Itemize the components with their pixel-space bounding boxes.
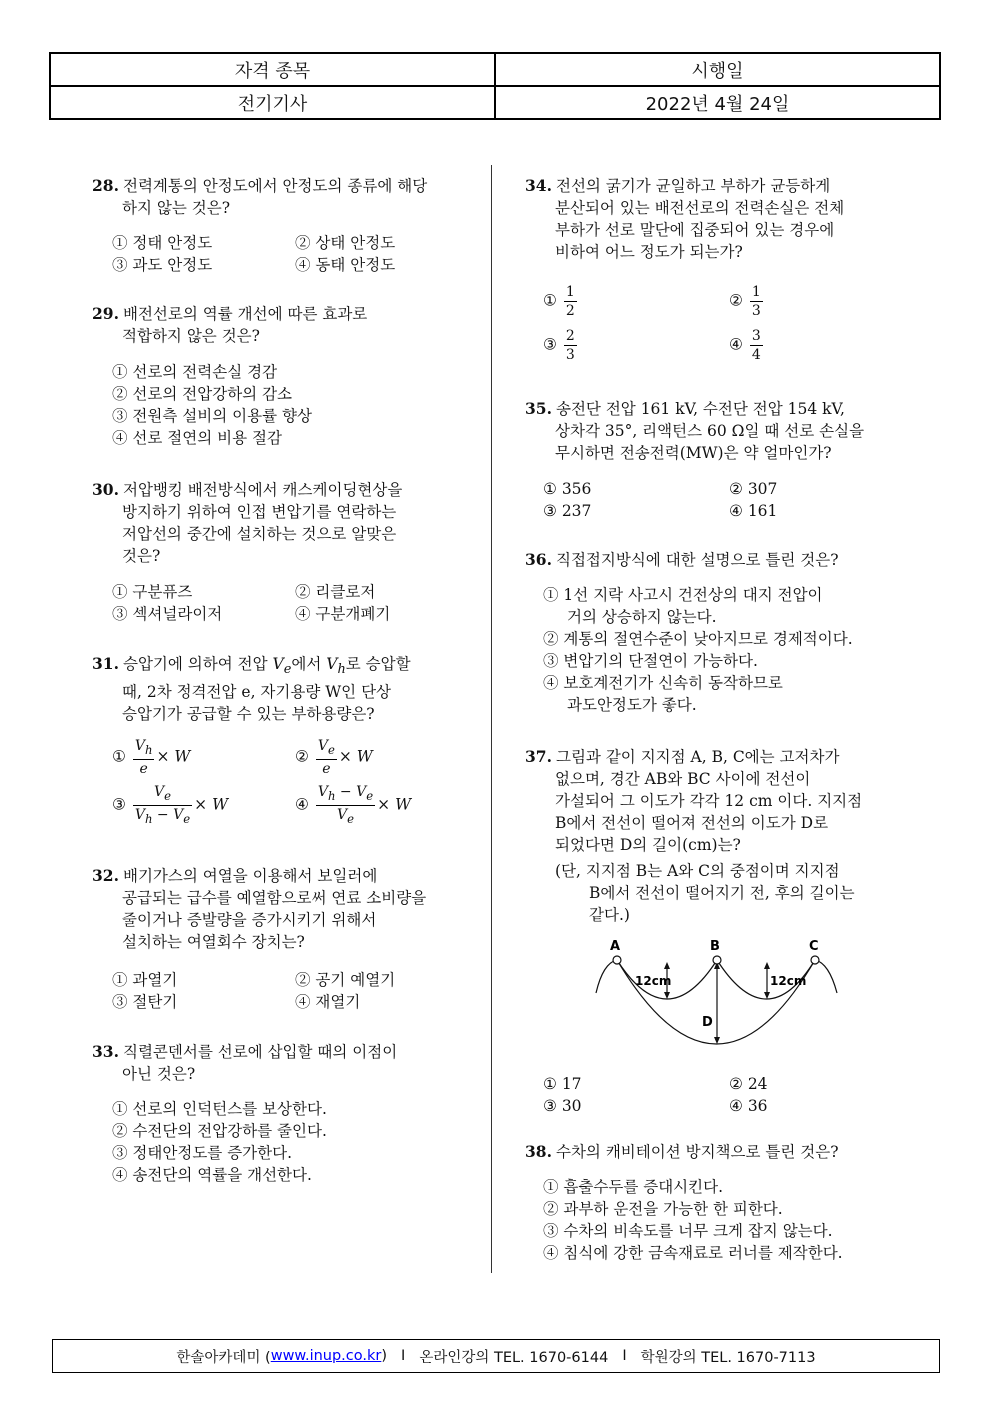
option-4: ④ 구분개폐기 xyxy=(295,605,391,623)
wire-right-end xyxy=(815,960,837,993)
option-2: ② 수전단의 전압강하를 줄인다. xyxy=(112,1122,327,1140)
question-number: 30. xyxy=(92,480,119,499)
option-3: ③ 수차의 비속도를 너무 크게 잡지 않는다. xyxy=(543,1222,833,1240)
option-4: ④ 침식에 강한 금속재료로 러너를 제작한다. xyxy=(543,1244,843,1262)
option-2: ② 307 xyxy=(729,480,778,498)
header-table xyxy=(49,52,941,120)
question-text: 부하가 선로 말단에 집중되어 있는 경우에 xyxy=(555,221,835,239)
question-text: 때, 2차 정격전압 e, 자기용량 W인 단상 xyxy=(122,683,392,702)
question-text: 무시하면 전송전력(MW)은 약 얼마인가? xyxy=(555,444,832,462)
header-col2-value: 2022년 4월 24일 xyxy=(495,86,940,119)
question-text: 설치하는 여열회수 장치는? xyxy=(122,933,305,951)
question-35 xyxy=(525,398,865,520)
question-number: 32. xyxy=(92,866,119,885)
footer-separator: I xyxy=(622,1348,627,1364)
question-text: 것은? xyxy=(122,547,161,565)
option-2: ② 계통의 절연수준이 낮아지므로 경제적이다. xyxy=(543,630,853,648)
label-c: C xyxy=(809,939,819,954)
option-1: ① 선로의 전력손실 경감 xyxy=(112,363,278,381)
question-text: 방지하기 위하여 인접 변압기를 연락하는 xyxy=(122,503,397,521)
support-c xyxy=(811,956,819,964)
question-text: 배기가스의 여열을 이용해서 보일러에 xyxy=(122,867,378,885)
option-3: ③ 전원측 설비의 이용률 향상 xyxy=(112,407,312,425)
question-text: 되었다면 D의 길이(cm)는? xyxy=(555,836,741,854)
question-38 xyxy=(525,1141,843,1262)
option-3: ③ 섹셔널라이저 xyxy=(112,605,223,623)
option-1: ① 구분퓨즈 xyxy=(112,583,193,601)
question-32 xyxy=(92,865,427,1011)
option-3: ③ 과도 안정도 xyxy=(112,256,213,274)
option-4-cont: 과도안정도가 좋다. xyxy=(567,696,697,714)
question-31: 31. 승압기에 의하여 전압 $V_e$에서 $V_h$로 승압할 때, 2차 정격전압 e, 자기용량 W인 단상 승압기가 공급할 수 있는 부하용량은? ① $\frac{V_h}{e}$ × W ② $\frac{V_e}{e}$ × W ③ $\frac{V_e}{V_h - V_e}$ × W ④ $\frac{V_h - V_e}{V_e}$ × W xyxy=(92,654,412,826)
question-text: 송전단 전압 161 kV, 수전단 전압 154 kV, xyxy=(555,400,845,418)
question-text: 직접접지방식에 대한 설명으로 틀린 것은? xyxy=(555,551,839,569)
footer-separator: I xyxy=(401,1348,406,1364)
label-a: A xyxy=(610,939,621,954)
header-col1-label: 자격 종목 xyxy=(50,53,495,86)
question-text: 상차각 35°, 리액턴스 60 Ω일 때 선로 손실을 xyxy=(555,422,865,440)
question-number: 38. xyxy=(525,1142,552,1161)
option-4: ④ $\frac{3}{4}$ xyxy=(729,328,761,363)
footer-academy-end: ) xyxy=(381,1348,388,1364)
option-2: ② 리클로저 xyxy=(295,583,376,601)
option-4: ④ 36 xyxy=(729,1097,768,1115)
question-30 xyxy=(92,479,403,623)
option-1: ① 17 xyxy=(543,1075,582,1093)
option-2: ② 과부하 운전을 가능한 한 피한다. xyxy=(543,1200,783,1218)
option-2: ② $\frac{V_e}{e}$ × W xyxy=(295,738,373,777)
footer-online: 온라인강의 TEL. 1670-6144 xyxy=(419,1349,609,1366)
question-number: 36. xyxy=(525,550,552,569)
question-text: 배전선로의 역률 개선에 따른 효과로 xyxy=(122,305,368,323)
option-4: ④ 재열기 xyxy=(295,993,361,1011)
question-text: 가설되어 그 이도가 각각 12 cm 이다. 지지점 xyxy=(555,792,863,810)
option-3: ③ 정태안정도를 증가한다. xyxy=(112,1144,293,1162)
question-text: 승압기가 공급할 수 있는 부하용량은? xyxy=(122,705,375,724)
question-number: 37. xyxy=(525,747,552,766)
question-text: 그림과 같이 지지점 A, B, C에는 고저차가 xyxy=(555,748,840,766)
option-4: ④ 보호계전기가 신속히 동작하므로 xyxy=(543,674,783,692)
label-b: B xyxy=(710,939,720,954)
question-33 xyxy=(92,1041,398,1184)
option-4: ④ $\frac{V_h - V_e}{V_e}$ × W xyxy=(295,784,412,826)
question-37 xyxy=(525,746,863,1115)
footer-offline: 학원강의 TEL. 1670-7113 xyxy=(640,1349,816,1366)
question-28 xyxy=(92,175,428,274)
option-1-cont: 거의 상승하지 않는다. xyxy=(567,608,717,626)
question-number: 29. xyxy=(92,304,119,323)
question-note: B에서 전선이 떨어지기 전, 후의 길이는 xyxy=(589,884,855,902)
voltage-ve: $V_e$ xyxy=(272,655,292,678)
header-col1-value: 전기기사 xyxy=(50,86,495,119)
question-text: 비하여 어느 정도가 되는가? xyxy=(555,243,743,261)
option-4: ④ 161 xyxy=(729,502,778,520)
option-3: ③ 절탄기 xyxy=(112,993,178,1011)
question-text: 저압뱅킹 배전방식에서 캐스케이딩현상을 xyxy=(122,481,403,499)
wire-left-end xyxy=(596,960,617,993)
option-1: ① 정태 안정도 xyxy=(112,234,213,252)
question-text: 저압선의 중간에 설치하는 것으로 알맞은 xyxy=(122,525,397,543)
option-1: ① 흡출수두를 증대시킨다. xyxy=(543,1178,724,1196)
academy-link[interactable]: www.inup.co.kr xyxy=(270,1348,382,1364)
question-text: 직렬콘덴서를 선로에 삽입할 때의 이점이 xyxy=(122,1043,398,1061)
question-number: 33. xyxy=(92,1042,119,1061)
support-b xyxy=(713,956,721,964)
question-text: B에서 전선이 떨어져 전선의 이도가 D로 xyxy=(555,814,829,832)
question-number: 34. xyxy=(525,176,552,195)
question-text: 아닌 것은? xyxy=(122,1065,196,1083)
header-col2-label: 시행일 xyxy=(495,53,940,86)
option-3: ③ 30 xyxy=(543,1097,582,1115)
question-text: 전력계통의 안정도에서 안정도의 종류에 해당 xyxy=(122,177,428,195)
label-sag2: 12cm xyxy=(770,974,807,988)
option-2: ② 24 xyxy=(729,1075,768,1093)
option-1: ① $\frac{V_h}{e}$ × W xyxy=(112,738,191,777)
support-a xyxy=(613,956,621,964)
option-3: ③ $\frac{2}{3}$ xyxy=(543,328,575,363)
option-2: ② 선로의 전압강하의 감소 xyxy=(112,385,293,403)
wire-ac xyxy=(617,960,815,1044)
column-divider xyxy=(491,165,492,1273)
question-number: 31. xyxy=(92,654,119,673)
footer-academy: 한솔아카데미 ( xyxy=(176,1349,271,1366)
question-note: (단, 지지점 B는 A와 C의 중점이며 지지점 xyxy=(555,862,840,880)
option-2: ② $\frac{1}{3}$ xyxy=(729,284,761,319)
option-3: ③ 237 xyxy=(543,502,592,520)
question-text: 분산되어 있는 배전선로의 전력손실은 전체 xyxy=(555,199,845,217)
question-note: 같다.) xyxy=(589,906,630,924)
option-4: ④ 선로 절연의 비용 절감 xyxy=(112,429,282,447)
question-text: 없으며, 경간 AB와 BC 사이에 전선이 xyxy=(555,770,811,788)
question-text: 하지 않는 것은? xyxy=(122,199,231,217)
option-1: ① 선로의 인덕턴스를 보상한다. xyxy=(112,1100,327,1118)
option-4: ④ 동태 안정도 xyxy=(295,256,396,274)
label-sag1: 12cm xyxy=(635,974,672,988)
option-1: ① 1선 지락 사고시 건전상의 대지 전압이 xyxy=(543,586,823,604)
question-34 xyxy=(525,175,845,363)
question-number: 28. xyxy=(92,176,119,195)
option-3: ③ $\frac{V_e}{V_h - V_e}$ × W xyxy=(112,784,229,826)
question-36 xyxy=(525,549,853,714)
question-text: 승압기에 의하여 전압 xyxy=(122,655,273,673)
option-1: ① $\frac{1}{2}$ xyxy=(543,284,575,319)
question-number: 35. xyxy=(525,399,552,418)
label-d: D xyxy=(702,1015,713,1030)
question-text: 공급되는 급수를 예열함으로써 연료 소비량을 xyxy=(122,889,427,907)
option-2: ② 상태 안정도 xyxy=(295,234,396,252)
option-1: ① 과열기 xyxy=(112,971,178,989)
question-text: 전선의 굵기가 균일하고 부하가 균등하게 xyxy=(555,177,831,195)
option-4: ④ 송전단의 역률을 개선한다. xyxy=(112,1166,312,1184)
sag-diagram xyxy=(591,938,851,1058)
option-3: ③ 변압기의 단절연이 가능하다. xyxy=(543,652,758,670)
question-text: 적합하지 않은 것은? xyxy=(122,327,260,345)
option-2: ② 공기 예열기 xyxy=(295,971,396,989)
footer xyxy=(52,1339,940,1373)
question-text: 줄이거나 증발량을 증가시키기 위해서 xyxy=(122,911,377,929)
question-29 xyxy=(92,303,368,447)
question-text: 수차의 캐비테이션 방지책으로 틀린 것은? xyxy=(555,1143,839,1161)
voltage-vh: $V_h$ xyxy=(326,655,346,678)
option-1: ① 356 xyxy=(543,480,592,498)
